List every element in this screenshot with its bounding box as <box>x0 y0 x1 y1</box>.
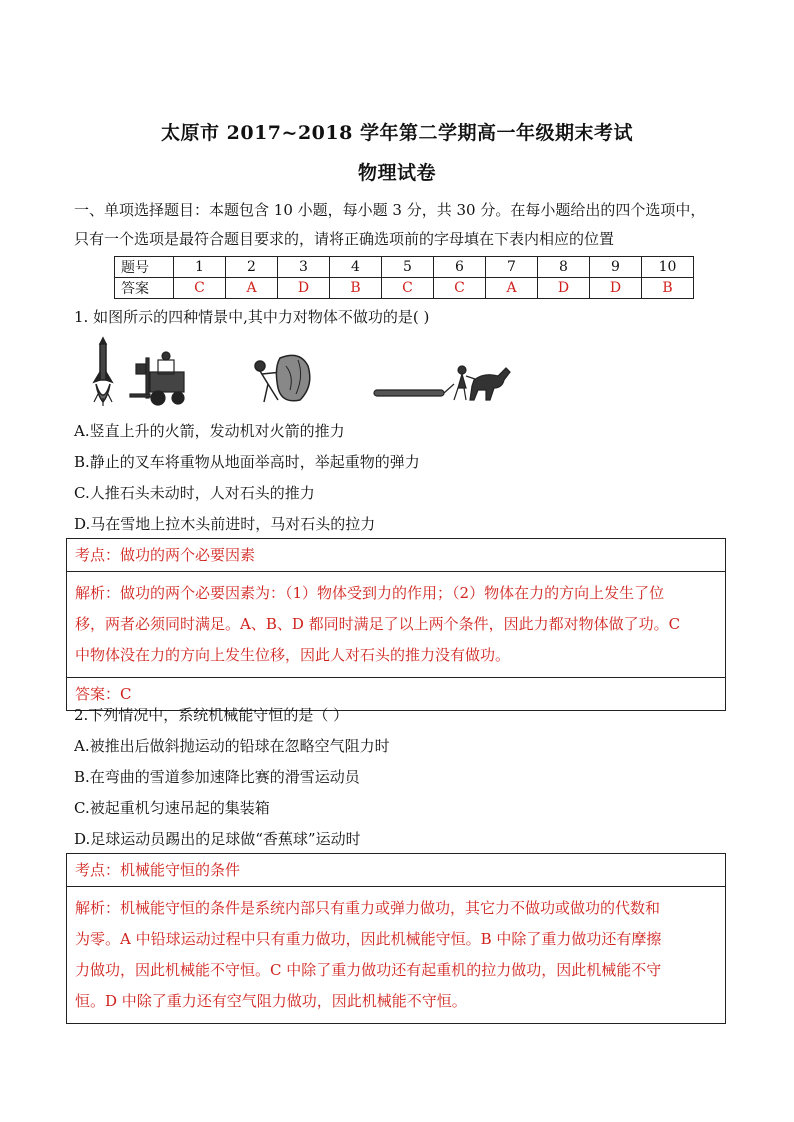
q1-option-c: C.人推石头未动时，人对石头的推力 <box>74 484 315 502</box>
answer-table-answer: A <box>486 278 538 299</box>
answer-table-number: 4 <box>330 257 382 278</box>
exam-subtitle: 物理试卷 <box>357 162 436 184</box>
answer-table-number: 9 <box>590 257 642 278</box>
answer-table-answer: D <box>538 278 590 299</box>
person-pushing-stone-illustration <box>255 355 310 402</box>
answer-table-number: 2 <box>226 257 278 278</box>
q2-jiexi-line: 力做功，因此机械能不守恒。C 中除了重力做功还有起重机的拉力做功，因此机械能不守 <box>75 961 662 979</box>
q2-jiexi <box>67 887 725 1023</box>
answer-table-answer: B <box>642 278 694 299</box>
q1-answer: 答案：C <box>75 685 132 703</box>
q2-option-a: A.被推出后做斜抛运动的铅球在忽略空气阻力时 <box>74 737 390 755</box>
answer-table-answer-row <box>115 278 694 299</box>
answer-table-answer: D <box>590 278 642 299</box>
q2-jiexi-line: 为零。A 中铅球运动过程中只有重力做功，因此机械能守恒。B 中除了重力做功还有摩擦 <box>75 930 662 948</box>
forklift-illustration <box>130 352 184 405</box>
q1-jiexi-line: 解析：做功的两个必要因素为：（1）物体受到力的作用；（2）物体在力的方向上发生了位 <box>75 584 665 602</box>
q2-option-b: B.在弯曲的雪道参加速降比赛的滑雪运动员 <box>74 768 360 786</box>
exam-title: 太原市 2017~2018 学年第二学期高一年级期末考试 <box>161 122 633 144</box>
answer-table-number-label: 题号 <box>115 257 174 278</box>
answer-table-answer: C <box>434 278 486 299</box>
q1-option-d: D.马在雪地上拉木头前进时，马对石头的拉力 <box>74 515 376 533</box>
q2-option-c: C.被起重机匀速吊起的集装箱 <box>74 799 270 817</box>
answer-table-answer: B <box>330 278 382 299</box>
q2-jiexi-line: 解析：机械能守恒的条件是系统内部只有重力或弹力做功，其它力不做功或做功的代数和 <box>75 899 661 917</box>
answer-table-number-row <box>115 257 694 278</box>
q1-kaodian: 考点：做功的两个必要因素 <box>67 539 725 572</box>
q1-option-a: A.竖直上升的火箭，发动机对火箭的推力 <box>74 422 345 440</box>
q2-solution-box <box>66 853 726 1024</box>
q1-option-b: B.静止的叉车将重物从地面举高时，举起重物的弹力 <box>74 453 420 471</box>
q2-option-d: D.足球运动员踢出的足球做“香蕉球”运动时 <box>74 830 361 848</box>
answer-table-answer: C <box>382 278 434 299</box>
q1-jiexi-line: 移，两者必须同时满足。A、B、D 都同时满足了以上两个条件，因此力都对物体做了功。C <box>75 615 681 633</box>
answer-table-number: 6 <box>434 257 486 278</box>
answer-table-number: 7 <box>486 257 538 278</box>
answer-table-answer-label: 答案 <box>115 278 174 299</box>
answer-table-number: 5 <box>382 257 434 278</box>
answer-table-answer: D <box>278 278 330 299</box>
answer-table-number: 1 <box>174 257 226 278</box>
answer-table <box>114 256 694 299</box>
answer-table-answer: A <box>226 278 278 299</box>
horse-pulling-log-illustration <box>374 366 510 400</box>
q2-kaodian: 考点：机械能守恒的条件 <box>67 854 725 887</box>
q1-jiexi <box>67 572 725 678</box>
q2-stem: 2.下列情况中，系统机械能守恒的是（ ） <box>74 706 349 724</box>
answer-table-number: 3 <box>278 257 330 278</box>
answer-table-number: 8 <box>538 257 590 278</box>
q1-solution-box <box>66 538 726 711</box>
section-instruction-line-1: 一、单项选择题目：本题包含 10 小题，每小题 3 分，共 30 分。在每小题给出的四个选项中， <box>74 201 706 219</box>
section-instruction-line-2: 只有一个选项是最符合题目要求的，请将正确选项前的字母填在下表内相应的位置 <box>74 230 615 248</box>
answer-table-number: 10 <box>642 257 694 278</box>
q1-stem: 1. 如图所示的四种情景中,其中力对物体不做功的是( ) <box>74 308 430 326</box>
q1-scene-illustrations <box>74 336 514 416</box>
rocket-illustration <box>94 338 112 406</box>
q2-jiexi-line: 恒。D 中除了重力还有空气阻力做功，因此机械能不守恒。 <box>75 992 467 1010</box>
q1-jiexi-line: 中物体没在力的方向上发生位移，因此人对石头的推力没有做功。 <box>75 646 511 664</box>
answer-table-answer: C <box>174 278 226 299</box>
